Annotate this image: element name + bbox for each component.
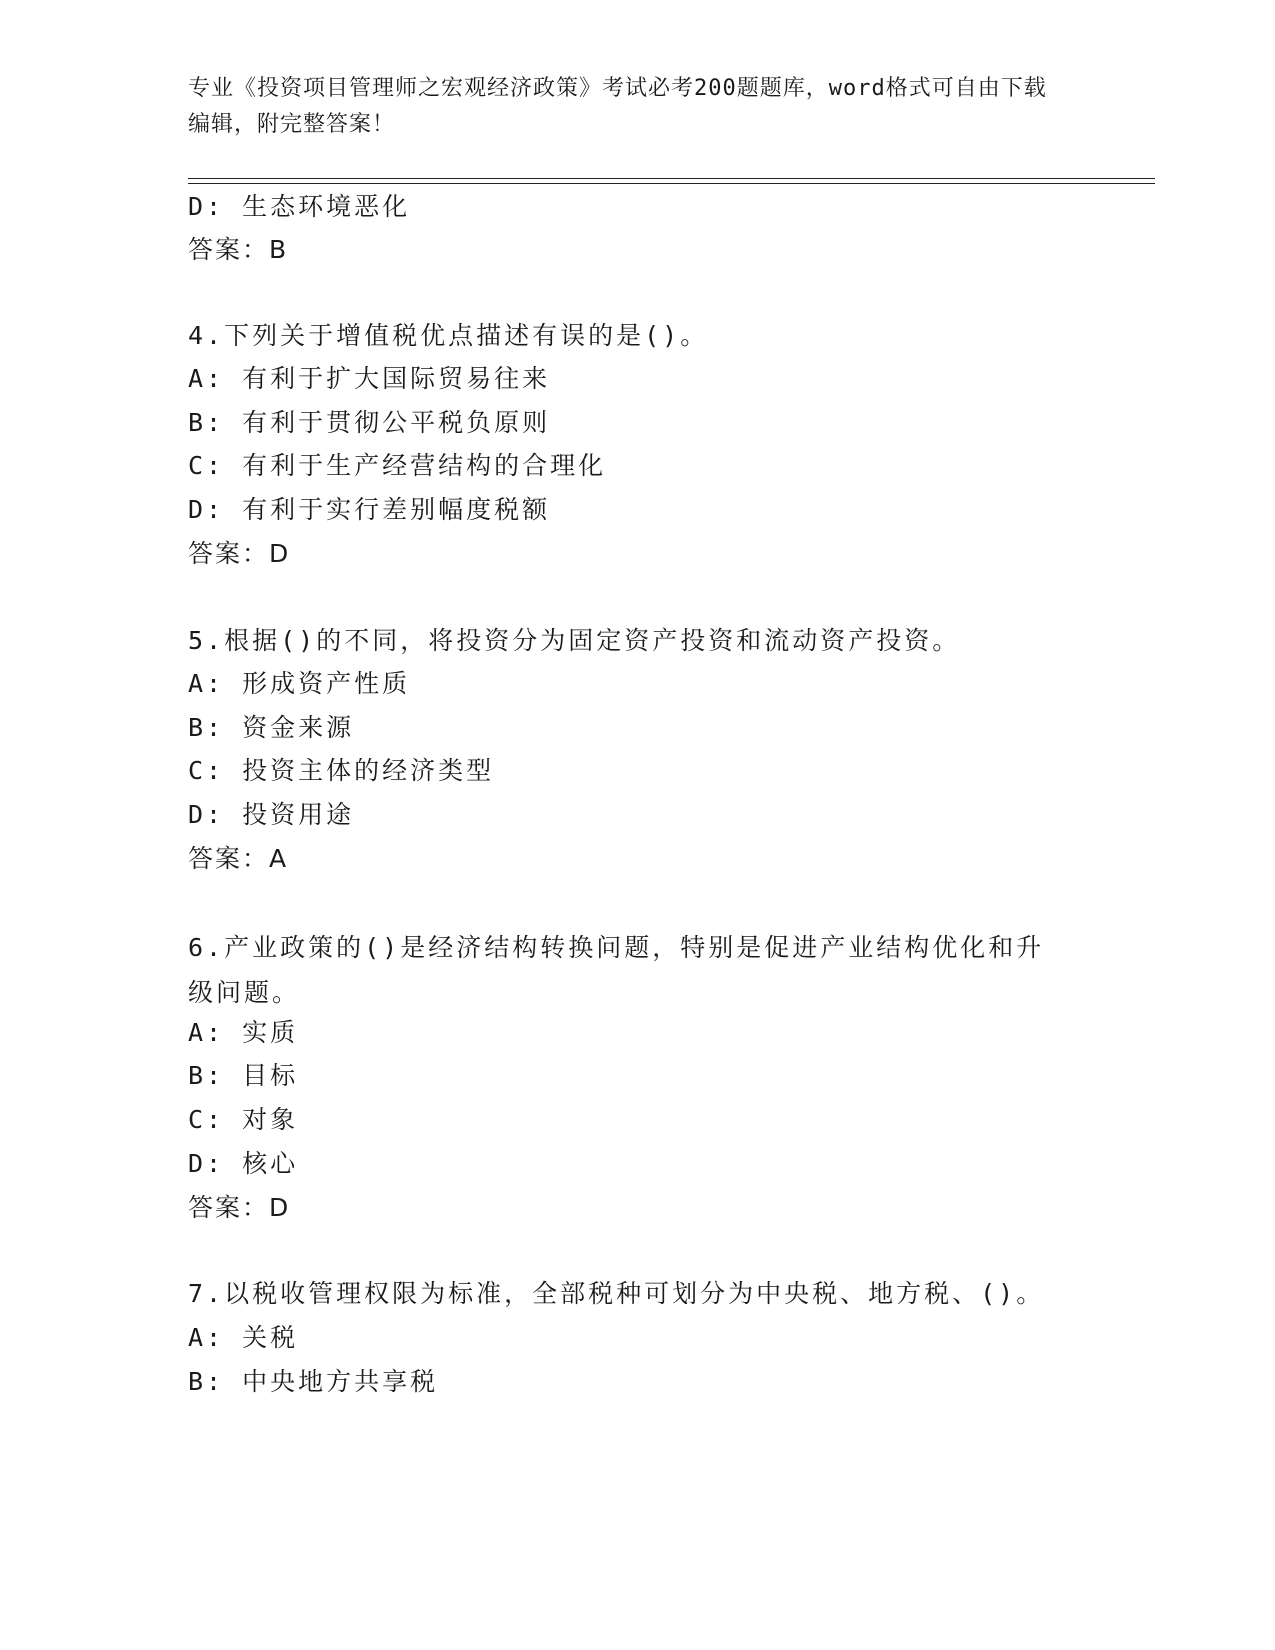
option-d: D: 生态环境恶化 bbox=[188, 192, 411, 221]
option-d: D: 核心 bbox=[188, 1149, 299, 1178]
option-d: D: 有利于实行差别幅度税额 bbox=[188, 495, 551, 524]
option-a: A: 实质 bbox=[188, 1018, 299, 1047]
option-b: B: 中央地方共享税 bbox=[188, 1367, 439, 1396]
header-divider-top bbox=[188, 178, 1155, 179]
answer: 答案：D bbox=[188, 539, 291, 568]
header-divider-bottom bbox=[188, 183, 1155, 184]
option-c: C: 有利于生产经营结构的合理化 bbox=[188, 451, 607, 480]
option-a: A: 关税 bbox=[188, 1323, 299, 1352]
answer: 答案：A bbox=[188, 844, 289, 873]
option-b: B: 目标 bbox=[188, 1061, 299, 1090]
answer: 答案：D bbox=[188, 1193, 291, 1222]
option-d: D: 投资用途 bbox=[188, 800, 355, 829]
option-a: A: 形成资产性质 bbox=[188, 669, 411, 698]
option-c: C: 对象 bbox=[188, 1105, 299, 1134]
question-stem: 5.根据()的不同，将投资分为固定资产投资和流动资产投资。 bbox=[188, 626, 961, 655]
question-stem: 6.产业政策的()是经济结构转换问题，特别是促进产业结构优化和升级问题。 bbox=[188, 933, 1045, 1007]
question-stem: 7.以税收管理权限为标准，全部税种可划分为中央税、地方税、()。 bbox=[188, 1279, 1045, 1308]
question-stem: 4.下列关于增值税优点描述有误的是()。 bbox=[188, 321, 709, 350]
answer: 答案：B bbox=[188, 235, 289, 264]
document-title: 专业《投资项目管理师之宏观经济政策》考试必考200题题库，word格式可自由下载编辑，附完整答案！ bbox=[188, 76, 1047, 137]
option-b: B: 资金来源 bbox=[188, 713, 355, 742]
option-c: C: 投资主体的经济类型 bbox=[188, 756, 495, 785]
option-a: A: 有利于扩大国际贸易往来 bbox=[188, 364, 551, 393]
option-b: B: 有利于贯彻公平税负原则 bbox=[188, 408, 551, 437]
